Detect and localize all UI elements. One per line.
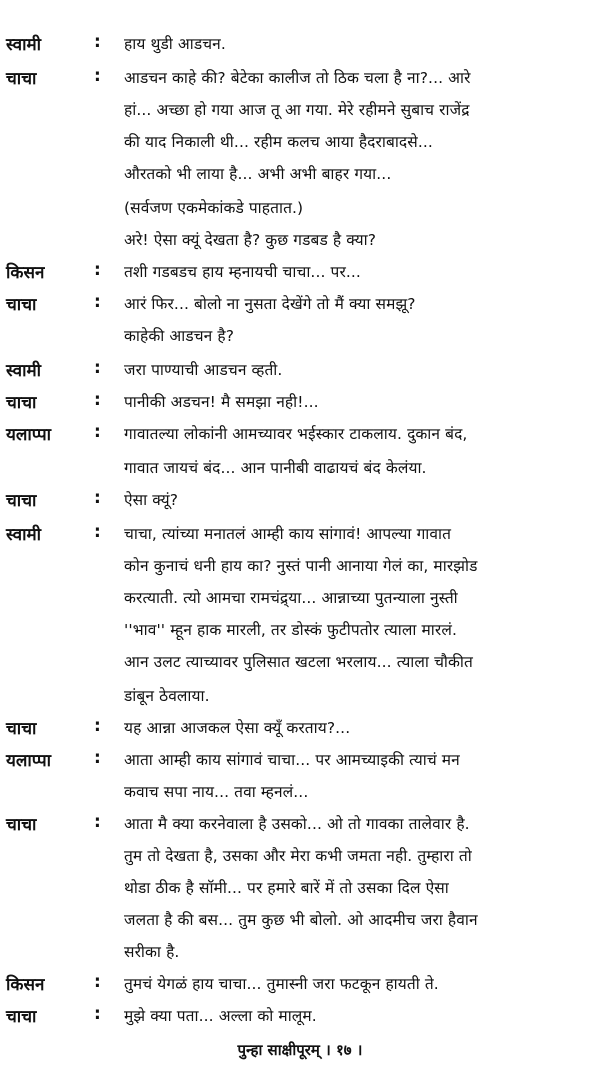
dialogue-line xyxy=(0,554,600,584)
speaker-name: चाचा xyxy=(6,719,37,739)
dialogue-line xyxy=(0,940,600,970)
dialogue-text: आन उलट त्याच्यावर पुलिसात खटला भरलाय... त्याला चौकीत xyxy=(124,653,473,671)
dialogue-text: जलता है की बस... तुम कुछ भी बोलो. ओ आदमीच जरा हैवान xyxy=(124,911,478,929)
speaker-colon: : xyxy=(94,66,101,86)
dialogue-text: मुझे क्या पता... अल्ला को मालूम. xyxy=(124,1007,317,1025)
speaker-colon: : xyxy=(94,1004,101,1024)
dialogue-line xyxy=(0,422,600,452)
speaker-name: स्वामी xyxy=(6,35,42,55)
dialogue-text: आरं फिर... बोलो ना नुसता देखेंगे तो मैं क्या समझू? xyxy=(124,295,416,313)
dialogue-text: ''भाव'' म्हून हाक मारली, तर डोस्कं फुटीपतोर त्याला मारलं. xyxy=(124,621,457,639)
dialogue-line xyxy=(0,716,600,746)
speaker-colon: : xyxy=(94,358,101,378)
dialogue-text: डांबून ठेवलाया. xyxy=(124,687,210,705)
dialogue-text: गावात जायचं बंद... आन पानीबी वाढायचं बंद केलंया. xyxy=(124,459,427,477)
speaker-colon: : xyxy=(94,972,101,992)
speaker-name: स्वामी xyxy=(6,525,42,545)
dialogue-line xyxy=(0,972,600,1002)
dialogue-line xyxy=(0,522,600,552)
dialogue-line xyxy=(0,98,600,128)
speaker-name: यलाप्पा xyxy=(6,751,52,771)
speaker-colon: : xyxy=(94,32,101,52)
dialogue-line xyxy=(0,456,600,486)
dialogue-line xyxy=(0,260,600,290)
speaker-name: किसन xyxy=(6,263,45,283)
dialogue-text: गावातल्या लोकांनी आमच्यावर भईस्कार टाकलाय. दुकान बंद, xyxy=(124,425,468,443)
dialogue-line xyxy=(0,358,600,388)
dialogue-line xyxy=(0,130,600,160)
dialogue-text: थोडा ठीक है सॉमी... पर हमारे बारें में तो उसका दिल ऐसा xyxy=(124,879,449,897)
dialogue-line xyxy=(0,390,600,420)
dialogue-line xyxy=(0,684,600,714)
speaker-name: यलाप्पा xyxy=(6,425,52,445)
dialogue-line xyxy=(0,844,600,874)
speaker-colon: : xyxy=(94,292,101,312)
dialogue-text: तुमचं येगळं हाय चाचा... तुमास्नी जरा फटकून हायती ते. xyxy=(124,975,439,993)
speaker-name: स्वामी xyxy=(6,361,42,381)
dialogue-line xyxy=(0,32,600,62)
dialogue-line xyxy=(0,162,600,192)
dialogue-text: सरीका है. xyxy=(124,943,180,961)
speaker-colon: : xyxy=(94,522,101,542)
dialogue-text: आता मै क्या करनेवाला है उसको... ओ तो गावका तालेवार है. xyxy=(124,815,470,833)
dialogue-line xyxy=(0,196,600,226)
speaker-colon: : xyxy=(94,422,101,442)
dialogue-line xyxy=(0,66,600,96)
dialogue-line xyxy=(0,780,600,810)
dialogue-text: हाय थुडी आडचन. xyxy=(124,35,226,53)
speaker-colon: : xyxy=(94,488,101,508)
dialogue-line xyxy=(0,908,600,938)
dialogue-line xyxy=(0,812,600,842)
dialogue-text: पानीकी अडचन! मै समझा नही!... xyxy=(124,393,319,411)
dialogue-text: हां... अच्छा हो गया आज तू आ गया. मेरे रहीमने सुबाच राजेंद्र xyxy=(124,101,470,119)
dialogue-text: यह आन्ना आजकल ऐसा क्यूँ करताय?... xyxy=(124,719,351,737)
dialogue-line xyxy=(0,586,600,616)
dialogue-line xyxy=(0,748,600,778)
speaker-colon: : xyxy=(94,716,101,736)
dialogue-text: कवाच सपा नाय... तवा म्हनलं... xyxy=(124,783,309,801)
dialogue-line xyxy=(0,618,600,648)
dialogue-text: आडचन काहे की? बेटेका कालीज तो ठिक चला है ना?... आरे xyxy=(124,69,471,87)
dialogue-line xyxy=(0,228,600,258)
dialogue-text: जरा पाण्याची आडचन व्हती. xyxy=(124,361,283,379)
speaker-colon: : xyxy=(94,390,101,410)
dialogue-text: अरे! ऐसा क्यूं देखता है? कुछ गडबड है क्या? xyxy=(124,231,377,249)
speaker-colon: : xyxy=(94,748,101,768)
speaker-name: चाचा xyxy=(6,69,37,89)
dialogue-line xyxy=(0,488,600,518)
speaker-name: चाचा xyxy=(6,1007,37,1027)
dialogue-line xyxy=(0,292,600,322)
dialogue-line xyxy=(0,650,600,680)
dialogue-text: ऐसा क्यूं? xyxy=(124,491,179,509)
speaker-colon: : xyxy=(94,260,101,280)
dialogue-text: औरतको भी लाया है... अभी अभी बाहर गया... xyxy=(124,165,392,183)
dialogue-line xyxy=(0,876,600,906)
dialogue-text: करत्याती. त्यो आमचा रामचंद्र्या... आन्नाच्या पुतन्याला नुस्ती xyxy=(124,589,458,607)
speaker-colon: : xyxy=(94,812,101,832)
dialogue-text: तशी गडबडच हाय म्हनायची चाचा... पर... xyxy=(124,263,361,281)
speaker-name: चाचा xyxy=(6,815,37,835)
dialogue-text: (सर्वजण एकमेकांकडे पाहतात.) xyxy=(124,199,304,217)
dialogue-text: तुम तो देखता है, उसका और मेरा कभी जमता नही. तुम्हारा तो xyxy=(124,847,472,865)
dialogue-line xyxy=(0,324,600,354)
dialogue-text: कोन कुनाचं धनी हाय का? नुस्तं पानी आनाया गेलं का, मारझोड xyxy=(124,557,478,575)
page-footer: पुन्हा साक्षीपूरम् । १७ । xyxy=(237,1041,363,1059)
speaker-name: चाचा xyxy=(6,295,37,315)
speaker-name: चाचा xyxy=(6,393,37,413)
dialogue-text: की याद निकाली थी... रहीम कलच आया हैदराबादसे... xyxy=(124,133,433,151)
dialogue-text: चाचा, त्यांच्या मनातलं आम्ही काय सांगावं! आपल्या गावात xyxy=(124,525,452,543)
dialogue-line xyxy=(0,1004,600,1034)
dialogue-text: काहेकी आडचन है? xyxy=(124,327,235,345)
speaker-name: चाचा xyxy=(6,491,37,511)
dialogue-text: आता आम्ही काय सांगावं चाचा... पर आमच्याइकी त्याचं मन xyxy=(124,751,460,769)
speaker-name: किसन xyxy=(6,975,45,995)
